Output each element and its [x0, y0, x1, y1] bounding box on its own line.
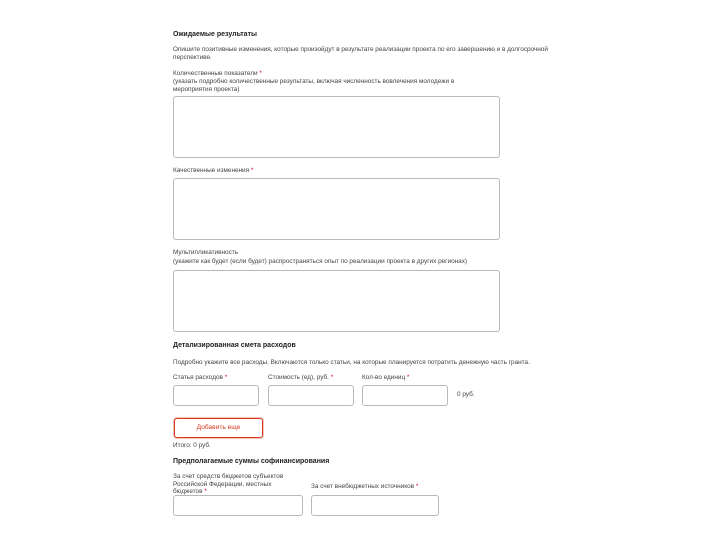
- required-mark: *: [406, 374, 410, 381]
- required-mark: *: [204, 488, 207, 495]
- external-sources-label: За счет внебюджетных источников: [311, 483, 415, 490]
- regional-budget-label-row: [173, 473, 293, 496]
- quantitative-label: Количественные показатели: [173, 70, 258, 77]
- expected-results-description: Опишите позитивные изменения, которые произойдут в результате реализации проекта по его завершению и в долгосрочной перспективе.: [173, 46, 548, 61]
- required-mark: *: [259, 70, 262, 77]
- column-cost-label: Стоимость (ед), руб.: [268, 374, 329, 381]
- required-mark: *: [415, 483, 419, 490]
- quantitative-label-row: [173, 70, 262, 78]
- multiplicativity-label: Мультипликативность: [173, 249, 239, 256]
- regional-budget-label: За счет средств бюджетов субъектов Российской Федерации, местных бюджетов: [173, 473, 284, 495]
- column-item-label: Статья расходов: [173, 374, 223, 381]
- expected-results-heading: Ожидаемые результаты: [173, 31, 257, 38]
- external-sources-input[interactable]: [311, 495, 439, 516]
- required-mark: *: [330, 374, 334, 381]
- quantitative-hint: (указать подробно количественные результаты, включая численность вовлечения молодежи в мероприятия проекта): [173, 78, 455, 93]
- budget-heading: Детализированная смета расходов: [173, 342, 296, 349]
- qualitative-label: Качественные изменения: [173, 167, 250, 174]
- row-sum: 0 руб.: [457, 391, 475, 398]
- budget-cost-input[interactable]: [268, 385, 354, 406]
- column-count-label: Кол-во единиц: [362, 374, 406, 381]
- regional-budget-input[interactable]: [173, 495, 303, 516]
- budget-item-input[interactable]: [173, 385, 259, 406]
- quantitative-textarea[interactable]: [173, 96, 500, 158]
- column-item-label-row: [173, 374, 227, 382]
- multiplicativity-hint: (укажите как будет (если будет) распространяться опыт по реализации проекта в других регионах): [173, 258, 468, 265]
- multiplicativity-textarea[interactable]: [173, 270, 500, 332]
- budget-count-input[interactable]: [362, 385, 448, 406]
- budget-description: Подробно укажите все расходы. Включаются только статьи, на которые планируется потратить денежную часть гранта.: [173, 359, 530, 366]
- column-count-label-row: [362, 374, 409, 382]
- qualitative-textarea[interactable]: [173, 178, 500, 240]
- budget-total: Итого: 0 руб.: [173, 442, 211, 449]
- add-row-button[interactable]: Добавить еще: [174, 418, 263, 438]
- column-cost-label-row: [268, 374, 333, 382]
- qualitative-label-row: [173, 167, 253, 175]
- external-sources-label-row: [311, 483, 418, 491]
- required-mark: *: [250, 167, 254, 174]
- required-mark: *: [224, 374, 228, 381]
- cofinancing-heading: Предполагаемые суммы софинансирования: [173, 458, 330, 465]
